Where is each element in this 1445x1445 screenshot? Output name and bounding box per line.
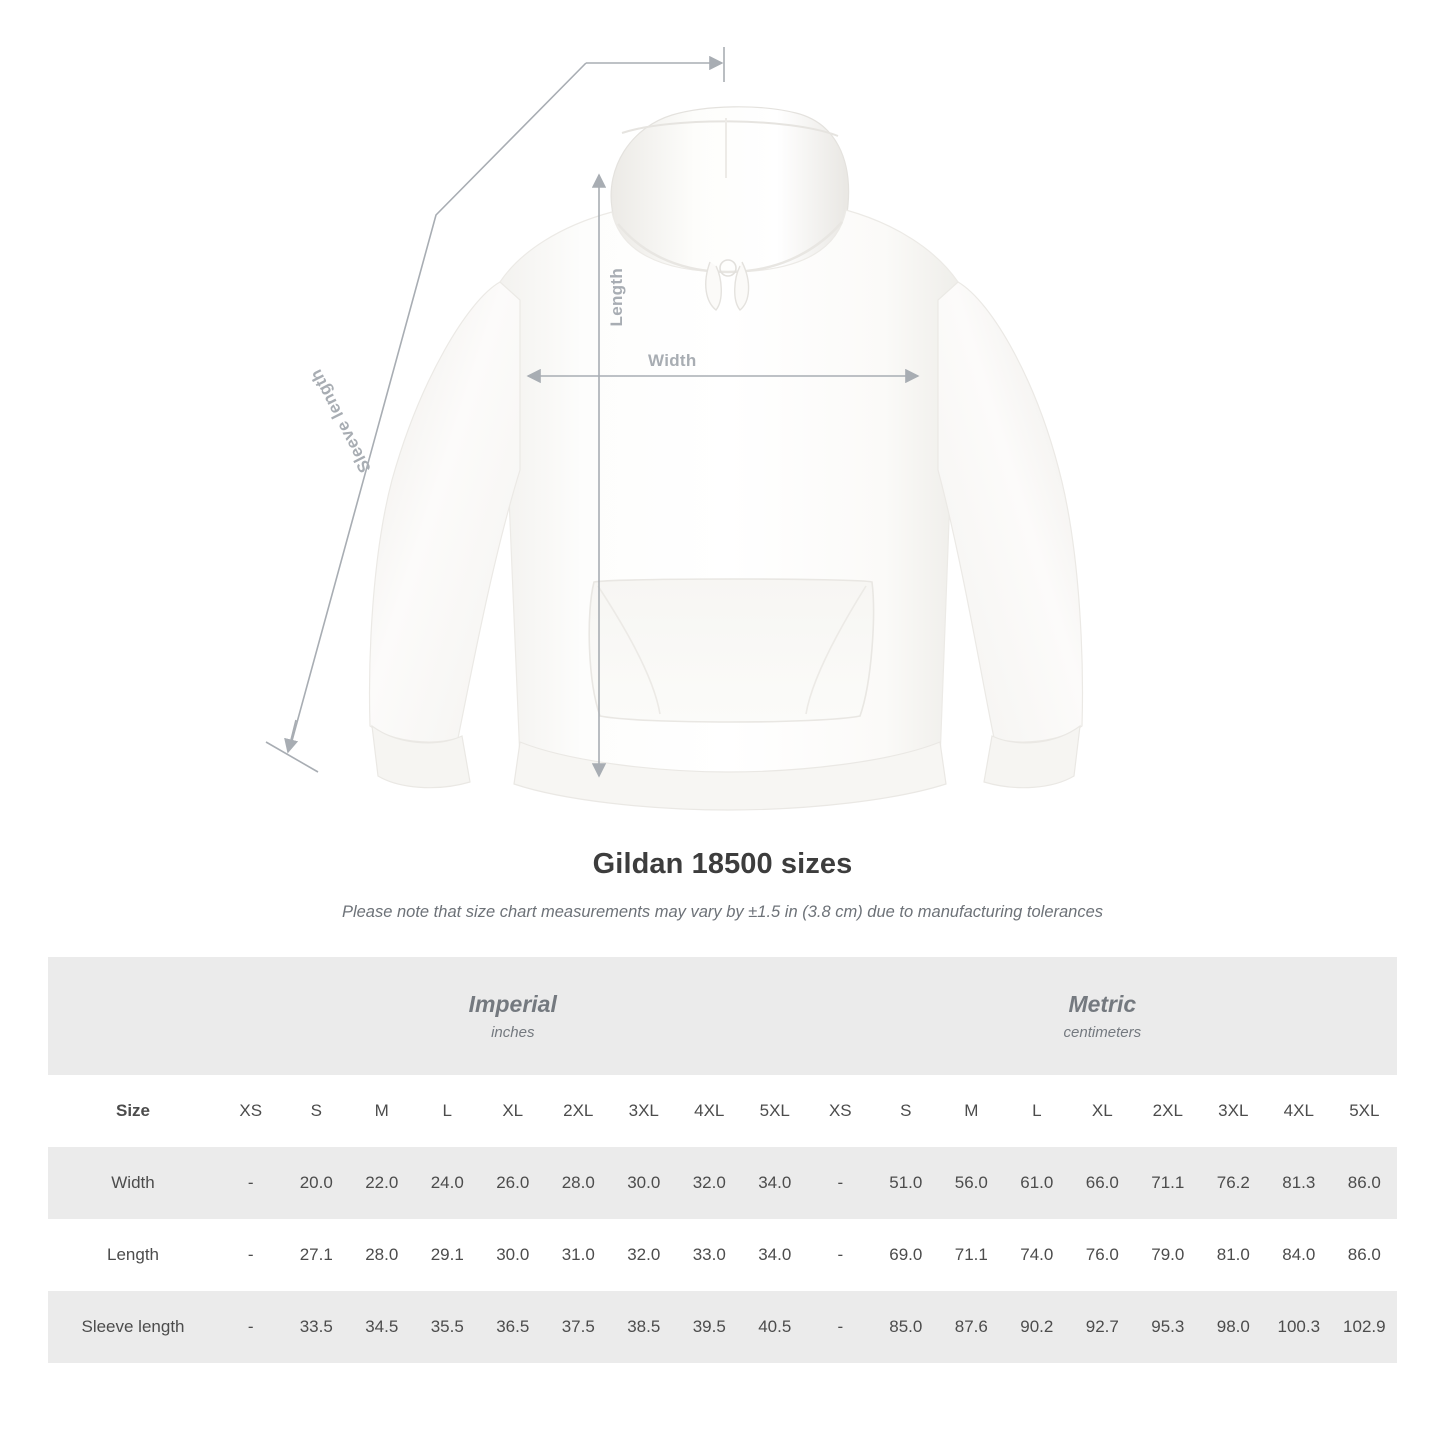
cell-sleeve-imperial-5xl: 40.5 [742, 1291, 808, 1363]
size-header-row [48, 1075, 1397, 1147]
size-header-imperial-2xl: 2XL [563, 1101, 594, 1120]
cell-width-imperial-m: 22.0 [349, 1147, 415, 1219]
cell-sleeve-metric-2xl: 95.3 [1135, 1291, 1201, 1363]
cell-length-imperial-2xl: 31.0 [546, 1219, 612, 1291]
cell-width-metric-m: 56.0 [939, 1147, 1005, 1219]
cell-length-metric-5xl: 86.0 [1332, 1219, 1398, 1291]
cell-sleeve-metric-l: 90.2 [1004, 1291, 1070, 1363]
size-header-metric-s: S [900, 1101, 912, 1120]
cell-width-metric-4xl: 81.3 [1266, 1147, 1332, 1219]
unit-sub-metric: centimeters [1063, 1023, 1142, 1041]
size-header-metric-m: M [964, 1101, 979, 1120]
size-table [48, 957, 1397, 1363]
cell-length-imperial-m: 28.0 [349, 1219, 415, 1291]
cell-length-metric-2xl: 79.0 [1135, 1219, 1201, 1291]
length-dimension-label: Length [607, 268, 626, 327]
cell-sleeve-imperial-4xl: 39.5 [677, 1291, 743, 1363]
table-row [48, 1219, 1397, 1291]
size-header-metric-xs: XS [828, 1101, 852, 1120]
cell-width-imperial-3xl: 30.0 [611, 1147, 677, 1219]
cell-sleeve-imperial-m: 34.5 [349, 1291, 415, 1363]
cell-length-metric-s: 69.0 [873, 1219, 939, 1291]
cell-width-imperial-l: 24.0 [415, 1147, 481, 1219]
cell-sleeve-imperial-s: 33.5 [284, 1291, 350, 1363]
cell-sleeve-imperial-2xl: 37.5 [546, 1291, 612, 1363]
cell-sleeve-imperial-l: 35.5 [415, 1291, 481, 1363]
cell-sleeve-metric-xs: - [808, 1291, 874, 1363]
row-label-width: Width [48, 1147, 218, 1219]
cell-width-metric-2xl: 71.1 [1135, 1147, 1201, 1219]
cell-width-metric-xl: 66.0 [1070, 1147, 1136, 1219]
cell-width-imperial-4xl: 32.0 [677, 1147, 743, 1219]
cell-width-metric-l: 61.0 [1004, 1147, 1070, 1219]
size-header-metric-l: L [1032, 1101, 1042, 1120]
size-header-label: Size [115, 1101, 151, 1120]
sleeve-length-dimension-label: Sleeve length [306, 366, 375, 476]
size-header-imperial-s: S [310, 1101, 322, 1120]
cell-width-metric-3xl: 76.2 [1201, 1147, 1267, 1219]
unit-header-row [48, 957, 1397, 1075]
cell-sleeve-metric-xl: 92.7 [1070, 1291, 1136, 1363]
size-table-container [48, 957, 1397, 1363]
cell-width-metric-xs: - [808, 1147, 874, 1219]
size-header-metric-2xl: 2XL [1152, 1101, 1183, 1120]
hoodie-body [370, 107, 1083, 810]
size-header-imperial-4xl: 4XL [694, 1101, 725, 1120]
size-header-imperial-3xl: 3XL [628, 1101, 659, 1120]
unit-header-spacer [48, 957, 218, 1075]
size-header-imperial-xl: XL [502, 1101, 524, 1120]
row-label-length: Length [48, 1219, 218, 1291]
cell-length-metric-3xl: 81.0 [1201, 1219, 1267, 1291]
size-header-imperial-xs: XS [239, 1101, 263, 1120]
cell-length-imperial-xl: 30.0 [480, 1219, 546, 1291]
tolerance-note: Please note that size chart measurements may vary by ±1.5 in (3.8 cm) due to manufacturing tolerances [341, 903, 1104, 921]
cell-sleeve-imperial-3xl: 38.5 [611, 1291, 677, 1363]
size-header-imperial-m: M [374, 1101, 389, 1120]
cell-sleeve-metric-3xl: 98.0 [1201, 1291, 1267, 1363]
cell-sleeve-metric-s: 85.0 [873, 1291, 939, 1363]
cell-length-metric-4xl: 84.0 [1266, 1219, 1332, 1291]
size-header-imperial-l: L [442, 1101, 452, 1120]
cell-sleeve-metric-4xl: 100.3 [1266, 1291, 1332, 1363]
unit-header-imperial [218, 957, 808, 1075]
table-row [48, 1291, 1397, 1363]
size-header-metric-4xl: 4XL [1283, 1101, 1314, 1120]
cell-length-metric-l: 74.0 [1004, 1219, 1070, 1291]
unit-header-metric [808, 957, 1398, 1075]
cell-width-metric-5xl: 86.0 [1332, 1147, 1398, 1219]
cell-length-imperial-l: 29.1 [415, 1219, 481, 1291]
unit-name-imperial: Imperial [468, 991, 557, 1018]
cell-sleeve-imperial-xl: 36.5 [480, 1291, 546, 1363]
cell-sleeve-metric-5xl: 102.9 [1332, 1291, 1398, 1363]
size-header-metric-5xl: 5XL [1349, 1101, 1380, 1120]
table-row [48, 1147, 1397, 1219]
cell-width-imperial-s: 20.0 [284, 1147, 350, 1219]
cell-length-metric-xl: 76.0 [1070, 1219, 1136, 1291]
cell-sleeve-metric-m: 87.6 [939, 1291, 1005, 1363]
width-dimension-label: Width [648, 351, 697, 370]
page-title: Gildan 18500 sizes [592, 848, 853, 880]
unit-sub-imperial: inches [491, 1023, 535, 1041]
cell-length-imperial-s: 27.1 [284, 1219, 350, 1291]
size-header-metric-xl: XL [1091, 1101, 1113, 1120]
size-header-metric-3xl: 3XL [1218, 1101, 1249, 1120]
cell-length-metric-m: 71.1 [939, 1219, 1005, 1291]
chart-heading [0, 848, 1445, 922]
cell-width-imperial-xs: - [218, 1147, 284, 1219]
cell-width-imperial-2xl: 28.0 [546, 1147, 612, 1219]
cell-width-imperial-5xl: 34.0 [742, 1147, 808, 1219]
row-label-sleeve-length: Sleeve length [48, 1291, 218, 1363]
unit-name-metric: Metric [1068, 991, 1137, 1018]
cell-length-imperial-5xl: 34.0 [742, 1219, 808, 1291]
cell-width-imperial-xl: 26.0 [480, 1147, 546, 1219]
cell-length-imperial-4xl: 33.0 [677, 1219, 743, 1291]
cell-length-metric-xs: - [808, 1219, 874, 1291]
cell-length-imperial-xs: - [218, 1219, 284, 1291]
cell-sleeve-imperial-xs: - [218, 1291, 284, 1363]
size-header-imperial-5xl: 5XL [759, 1101, 790, 1120]
cell-width-metric-s: 51.0 [873, 1147, 939, 1219]
cell-length-imperial-3xl: 32.0 [611, 1219, 677, 1291]
